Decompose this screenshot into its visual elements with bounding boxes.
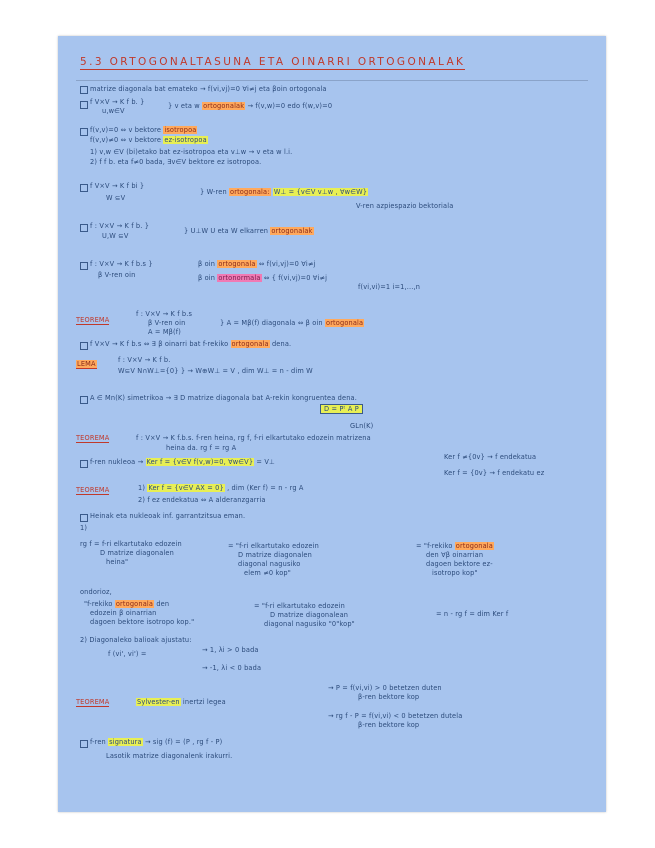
note-line: β-ren bektore kop <box>358 721 420 729</box>
note-line: 1) v,w ∈V (bi)etako bat ez-isotropoa eta v⊥w → v eta w l.i. <box>90 148 293 156</box>
note-line: rg f = f-ri elkartutako edozein <box>80 540 182 548</box>
note-text: } W-ren <box>200 188 227 196</box>
note-line: 2) f f b. eta f≠0 bada, ∃v∈V bektore ez isotropoa. <box>90 158 262 166</box>
note-line: Heinak eta nukleoak inf. garrantzitsua eman. <box>90 512 246 520</box>
note-text: f-ren nukleoa → <box>90 458 144 466</box>
note-line: → rg f - P = f(vi,vi) < 0 betetzen dutela <box>328 712 463 720</box>
note-line: → P = f(vi,vi) > 0 betetzen duten <box>328 684 442 692</box>
checkbox-icon <box>80 514 88 522</box>
note-text: f(v,v)≠0 ⇔ v bektore <box>90 136 162 144</box>
note-line: GLn(K) <box>350 422 374 430</box>
note-line <box>90 340 291 348</box>
note-line: U,W ⊆V <box>102 232 129 240</box>
note-line <box>76 316 109 324</box>
lema-label: LEMA <box>77 360 96 368</box>
note-line: 1) <box>80 524 88 532</box>
checkbox-icon <box>80 224 88 232</box>
note-line <box>220 319 364 327</box>
note-line: β V-ren oin <box>98 271 136 279</box>
note-line: = "f-ri elkartutako edozein <box>254 602 345 610</box>
checkbox-icon <box>80 128 88 136</box>
note-line <box>168 102 332 110</box>
highlight-ortogonala: ortogonala <box>455 542 493 550</box>
note-text: , dim (Ker f) = n - rg A <box>227 484 304 492</box>
note-line <box>90 136 208 144</box>
checkbox-icon <box>80 460 88 468</box>
note-line: W ⊆V <box>106 194 126 202</box>
note-line <box>138 484 304 492</box>
highlight-ortogonala: ortogonala: <box>230 188 270 196</box>
note-line <box>136 698 226 706</box>
note-line: dagoen bektore ez- <box>426 560 493 568</box>
note-line: edozein β oinarrian <box>90 609 157 617</box>
note-text: "f-rekiko <box>84 600 113 608</box>
note-line: = "f-ri elkartutako edozein <box>228 542 319 550</box>
note-line: 2) f ez endekatua ⇔ A alderanzgarria <box>138 496 266 504</box>
highlight-ortonormala: ortonormala <box>218 274 261 282</box>
highlight-formula: D = Pᵗ A P <box>320 404 363 414</box>
highlight-ez-isotropoa: ez-isotropoa <box>164 136 207 144</box>
highlight-ortogonala: ortogonala <box>326 319 364 327</box>
note-line <box>198 260 316 268</box>
note-line: u,w∈V <box>102 107 125 115</box>
note-line: diagonal nagusiko <box>238 560 301 568</box>
note-line: D matrize diagonalen <box>238 551 312 559</box>
note-line: f(vi,vi)=1 i=1,...,n <box>358 283 421 291</box>
note-line <box>200 188 368 196</box>
highlight-ortogonala: ortogonala <box>115 600 154 608</box>
note-text: f-ren <box>90 738 106 746</box>
note-line: den ∀β oinarrian <box>426 551 484 559</box>
note-line: W⊆V N∩W⊥={0} } → W⊕W⊥ = V , dim W⊥ = n - dim W <box>118 367 313 375</box>
note-line: elem ≠0 kop" <box>244 569 291 577</box>
note-line: → -1, λi < 0 bada <box>202 664 262 672</box>
note-line: Lasotik matrize diagonalenk irakurri. <box>106 752 233 760</box>
note-line <box>76 360 97 368</box>
note-line: matrize diagonala bat emateko → f(vi,vj)=0 ∀i≠j eta βoin ortogonala <box>90 85 327 93</box>
note-line <box>416 542 494 550</box>
note-line <box>90 126 197 134</box>
note-line: f : V×V → K f b.s } <box>90 260 153 268</box>
note-line: 2) Diagonaleko balioak ajustatu: <box>80 636 192 644</box>
note-line: → 1, λi > 0 bada <box>202 646 259 654</box>
checkbox-icon <box>80 740 88 748</box>
note-line: f : V×V → K f.b.s. f-ren heina, rg f, f-ri elkartutako edozein matrizena <box>136 434 371 442</box>
checkbox-icon <box>80 342 88 350</box>
theorem-label: TEOREMA <box>76 434 110 442</box>
note-line: f V×V → K f b. } <box>90 98 145 106</box>
highlight-w-perp: W⊥ = {v∈V v⊥w , ∀w∈W} <box>273 188 368 196</box>
note-line: isotropo kop" <box>432 569 478 577</box>
note-line <box>90 458 275 466</box>
note-text: f V×V → K f b.s ⇔ ∃ β oinarri bat f-rekiko <box>90 340 229 348</box>
note-text: β oin <box>198 260 216 268</box>
note-text: → f(v,w)=0 edo f(w,v)=0 <box>247 102 333 110</box>
note-line <box>90 738 222 746</box>
note-line: f V×V → K f bi } <box>90 182 145 190</box>
note-line: f : V×V → K f b.s <box>136 310 193 318</box>
note-text: den <box>156 600 170 608</box>
highlight-ker: Ker f = {v∈V f(v,w)=0, ∀w∈V} <box>146 458 254 466</box>
checkbox-icon <box>80 184 88 192</box>
note-line: A = Mβ(f) <box>148 328 181 336</box>
note-line: dagoen bektore isotropo kop." <box>90 618 195 626</box>
divider <box>76 80 588 81</box>
note-line <box>76 698 109 706</box>
note-text: } A = Mβ(f) diagonala ⇔ β oin <box>220 319 323 327</box>
checkbox-icon <box>80 86 88 94</box>
note-text: = V⊥ <box>256 458 275 466</box>
note-line <box>198 274 327 282</box>
highlight-ker-ax: Ker f = {v∈V AX = 0} <box>148 484 224 492</box>
highlight-ortogonala: ortogonala <box>218 260 256 268</box>
note-line: Ker f ≠{0v} → f endekatua <box>444 453 537 461</box>
note-line <box>184 227 314 235</box>
note-text: } U⊥W U eta W elkarren <box>184 227 269 235</box>
note-text: ⇔ f(vi,vj)=0 ∀i≠j <box>258 260 316 268</box>
note-line: D matrize diagonalean <box>270 611 349 619</box>
theorem-label: TEOREMA <box>76 316 110 324</box>
note-text: ⇔ { f(vi,vj)=0 ∀i≠j <box>263 274 328 282</box>
highlight-sylvester: Sylvester-en <box>137 698 180 706</box>
note-line: diagonal nagusiko "0"kop" <box>264 620 355 628</box>
checkbox-icon <box>80 262 88 270</box>
checkbox-icon <box>80 396 88 404</box>
notes-page <box>58 36 606 812</box>
highlight-ortogonala: ortogonala <box>231 340 269 348</box>
highlight-signatura: signatura <box>109 738 142 746</box>
note-text: β oin <box>198 274 216 282</box>
note-line: heina" <box>106 558 129 566</box>
note-line <box>320 405 363 413</box>
theorem-label: TEOREMA <box>76 486 110 494</box>
highlight-ortogonalak: ortogonalak <box>271 227 313 235</box>
note-line: ondorioz, <box>80 588 112 596</box>
theorem-label: TEOREMA <box>76 698 110 706</box>
note-line: f : V×V → K f b. } <box>90 222 150 230</box>
note-line: f : V×V → K f b. <box>118 356 171 364</box>
section-title: 5.3 ORTOGONALTASUNA ETA OINARRI ORTOGONALAK <box>80 56 466 68</box>
note-text: → sig (f) = (P , rg f - P) <box>144 738 223 746</box>
note-line: = n - rg f = dim Ker f <box>436 610 509 618</box>
note-text: inertzi legea <box>182 698 226 706</box>
highlight-isotropoa: isotropoa <box>164 126 197 134</box>
note-line: D matrize diagonalen <box>100 549 174 557</box>
note-line: heina da. rg f = rg A <box>166 444 237 452</box>
note-line: β V-ren oin <box>148 319 186 327</box>
note-line: β-ren bektore kop <box>358 693 420 701</box>
note-line: A ∈ Mn(K) simetrikoa → ∃ D matrize diagonala bat A-rekin kongruentea dena. <box>90 394 357 402</box>
note-text: 1) <box>138 484 146 492</box>
note-line <box>84 600 169 608</box>
note-line <box>76 434 109 442</box>
note-text: } v eta w <box>168 102 200 110</box>
note-line: V-ren azpiespazio bektoriala <box>356 202 454 210</box>
note-line: f (vi', vi') = <box>108 650 147 658</box>
note-line <box>76 486 109 494</box>
note-text: = "f-rekiko <box>416 542 453 550</box>
highlight-ortogonalak: ortogonalak <box>203 102 245 110</box>
note-text: f(v,v)=0 ⇔ v bektore <box>90 126 162 134</box>
checkbox-icon <box>80 101 88 109</box>
note-text: dena. <box>271 340 292 348</box>
note-line: Ker f = {0v} → f endekatu ez <box>444 469 545 477</box>
